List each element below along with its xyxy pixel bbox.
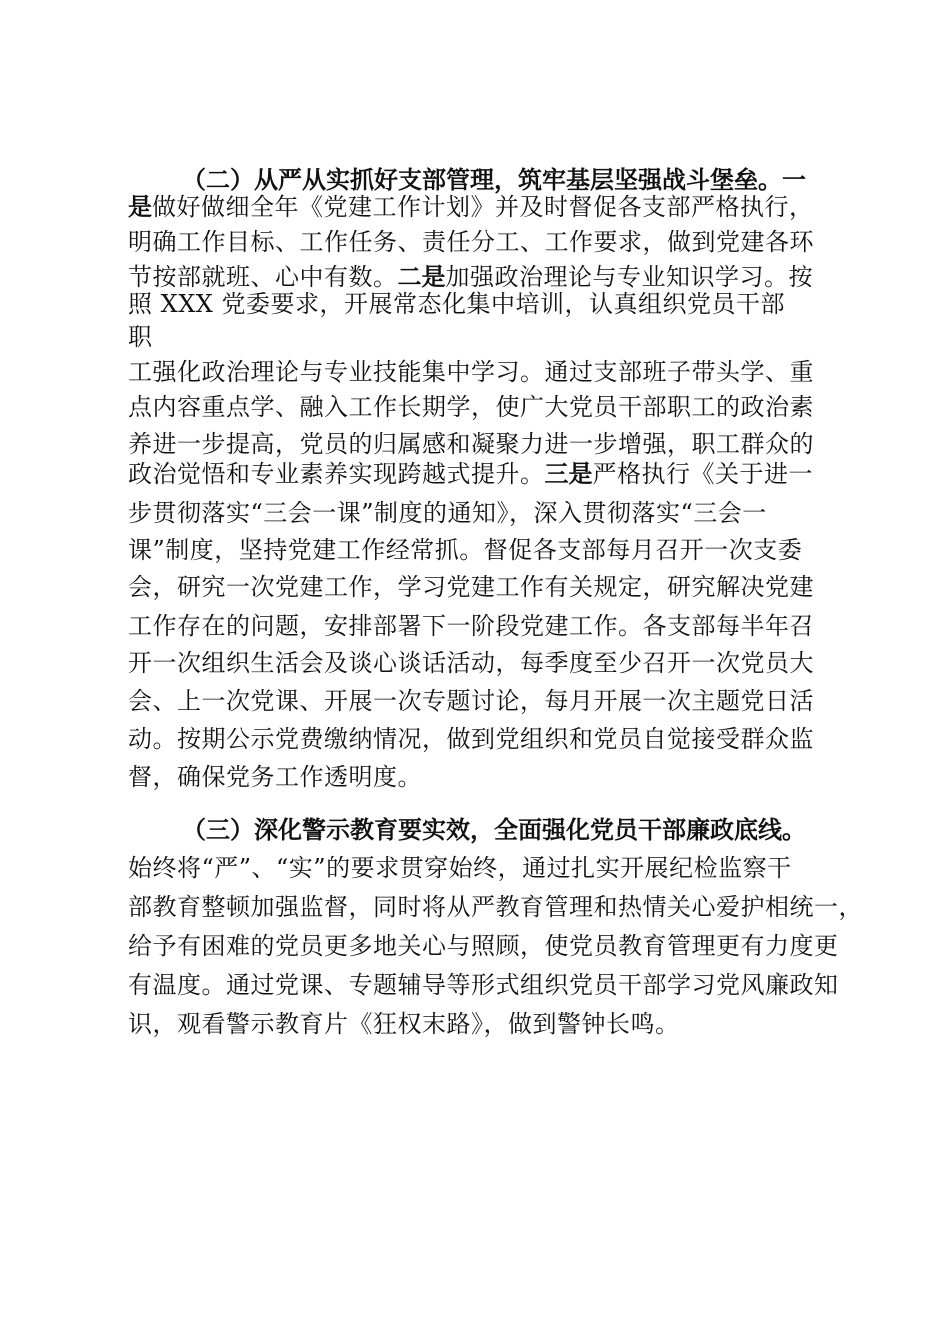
paragraph-text: 节按部就班、心中有数。: [128, 263, 398, 291]
paragraph-line: 督，确保党务工作透明度。: [128, 763, 422, 791]
paragraph-line: 养进一步提高，党员的归属感和凝聚力进一步增强，职工群众的: [128, 430, 814, 458]
paragraph-line: 给予有困难的党员更多地关心与照顾，使党员教育管理更有力度更: [128, 932, 839, 960]
paragraph-text: 政治觉悟和专业素养实现跨越式提升。: [128, 460, 545, 488]
paragraph-line: [128, 457, 813, 491]
paragraph-line: 开一次组织生活会及谈心谈话活动，每季度至少召开一次党员大: [128, 649, 814, 677]
paragraph-line: 工强化政治理论与专业技能集中学习。通过支部班子带头学、重: [128, 358, 814, 386]
paragraph-text: 做好做细全年《党建工作计划》并及时督促各支部严格执行，: [152, 193, 814, 221]
paragraph-line: 会、上一次党课、开展一次专题讨论，每月开展一次主题党日活: [128, 687, 814, 715]
point-1-marker-b: 是: [128, 193, 152, 221]
paragraph-line: 课”制度，坚持党建工作经常抓。督促各支部每月召开一次支委: [128, 536, 803, 564]
paragraph-line: 照 XXX 党委要求，开展常态化集中培训，认真组织党员干部: [128, 290, 786, 318]
paragraph-line: 工作存在的问题，安排部署下一阶段党建工作。各支部每半年召: [128, 612, 814, 640]
paragraph-line: 职: [128, 323, 153, 351]
paragraph-text: 加强政治理论与专业知识学习。按: [445, 263, 813, 291]
section-3-heading: （三）深化警示教育要实效，全面强化党员干部廉政底线。: [182, 816, 806, 844]
paragraph-text: 严格执行《关于进一: [592, 460, 813, 488]
paragraph-line: 部教育整顿加强监督，同时将从严教育管理和热情关心爱护相统一，: [128, 893, 863, 921]
paragraph-line: 明确工作目标、工作任务、责任分工、工作要求，做到党建各环: [128, 228, 814, 256]
paragraph-line: 点内容重点学、融入工作长期学，使广大党员干部职工的政治素: [128, 393, 814, 421]
paragraph-line: 有温度。通过党课、专题辅导等形式组织党员干部学习党风廉政知: [128, 971, 839, 999]
point-3-marker: 三是: [544, 460, 593, 488]
paragraph-line: 动。按期公示党费缴纳情况，做到党组织和党员自觉接受群众监: [128, 725, 814, 753]
section-2-heading: （二）从严从实抓好支部管理，筑牢基层坚强战斗堡垒。: [182, 166, 782, 194]
paragraph-line: 识，观看警示教育片《狂权末路》，做到警钟长鸣。: [128, 1010, 680, 1038]
point-1-marker-a: 一: [782, 166, 806, 194]
point-2-marker: 二是: [397, 263, 446, 291]
paragraph-line: 会，研究一次党建工作，学习党建工作有关规定，研究解决党建: [128, 573, 814, 601]
paragraph-line: 始终将“严”、“实”的要求贯穿始终，通过扎实开展纪检监察干: [128, 854, 792, 882]
paragraph-line: 步贯彻落实“三会一课”制度的通知》，深入贯彻落实“三会一: [128, 499, 767, 527]
paragraph-line: [128, 190, 814, 224]
